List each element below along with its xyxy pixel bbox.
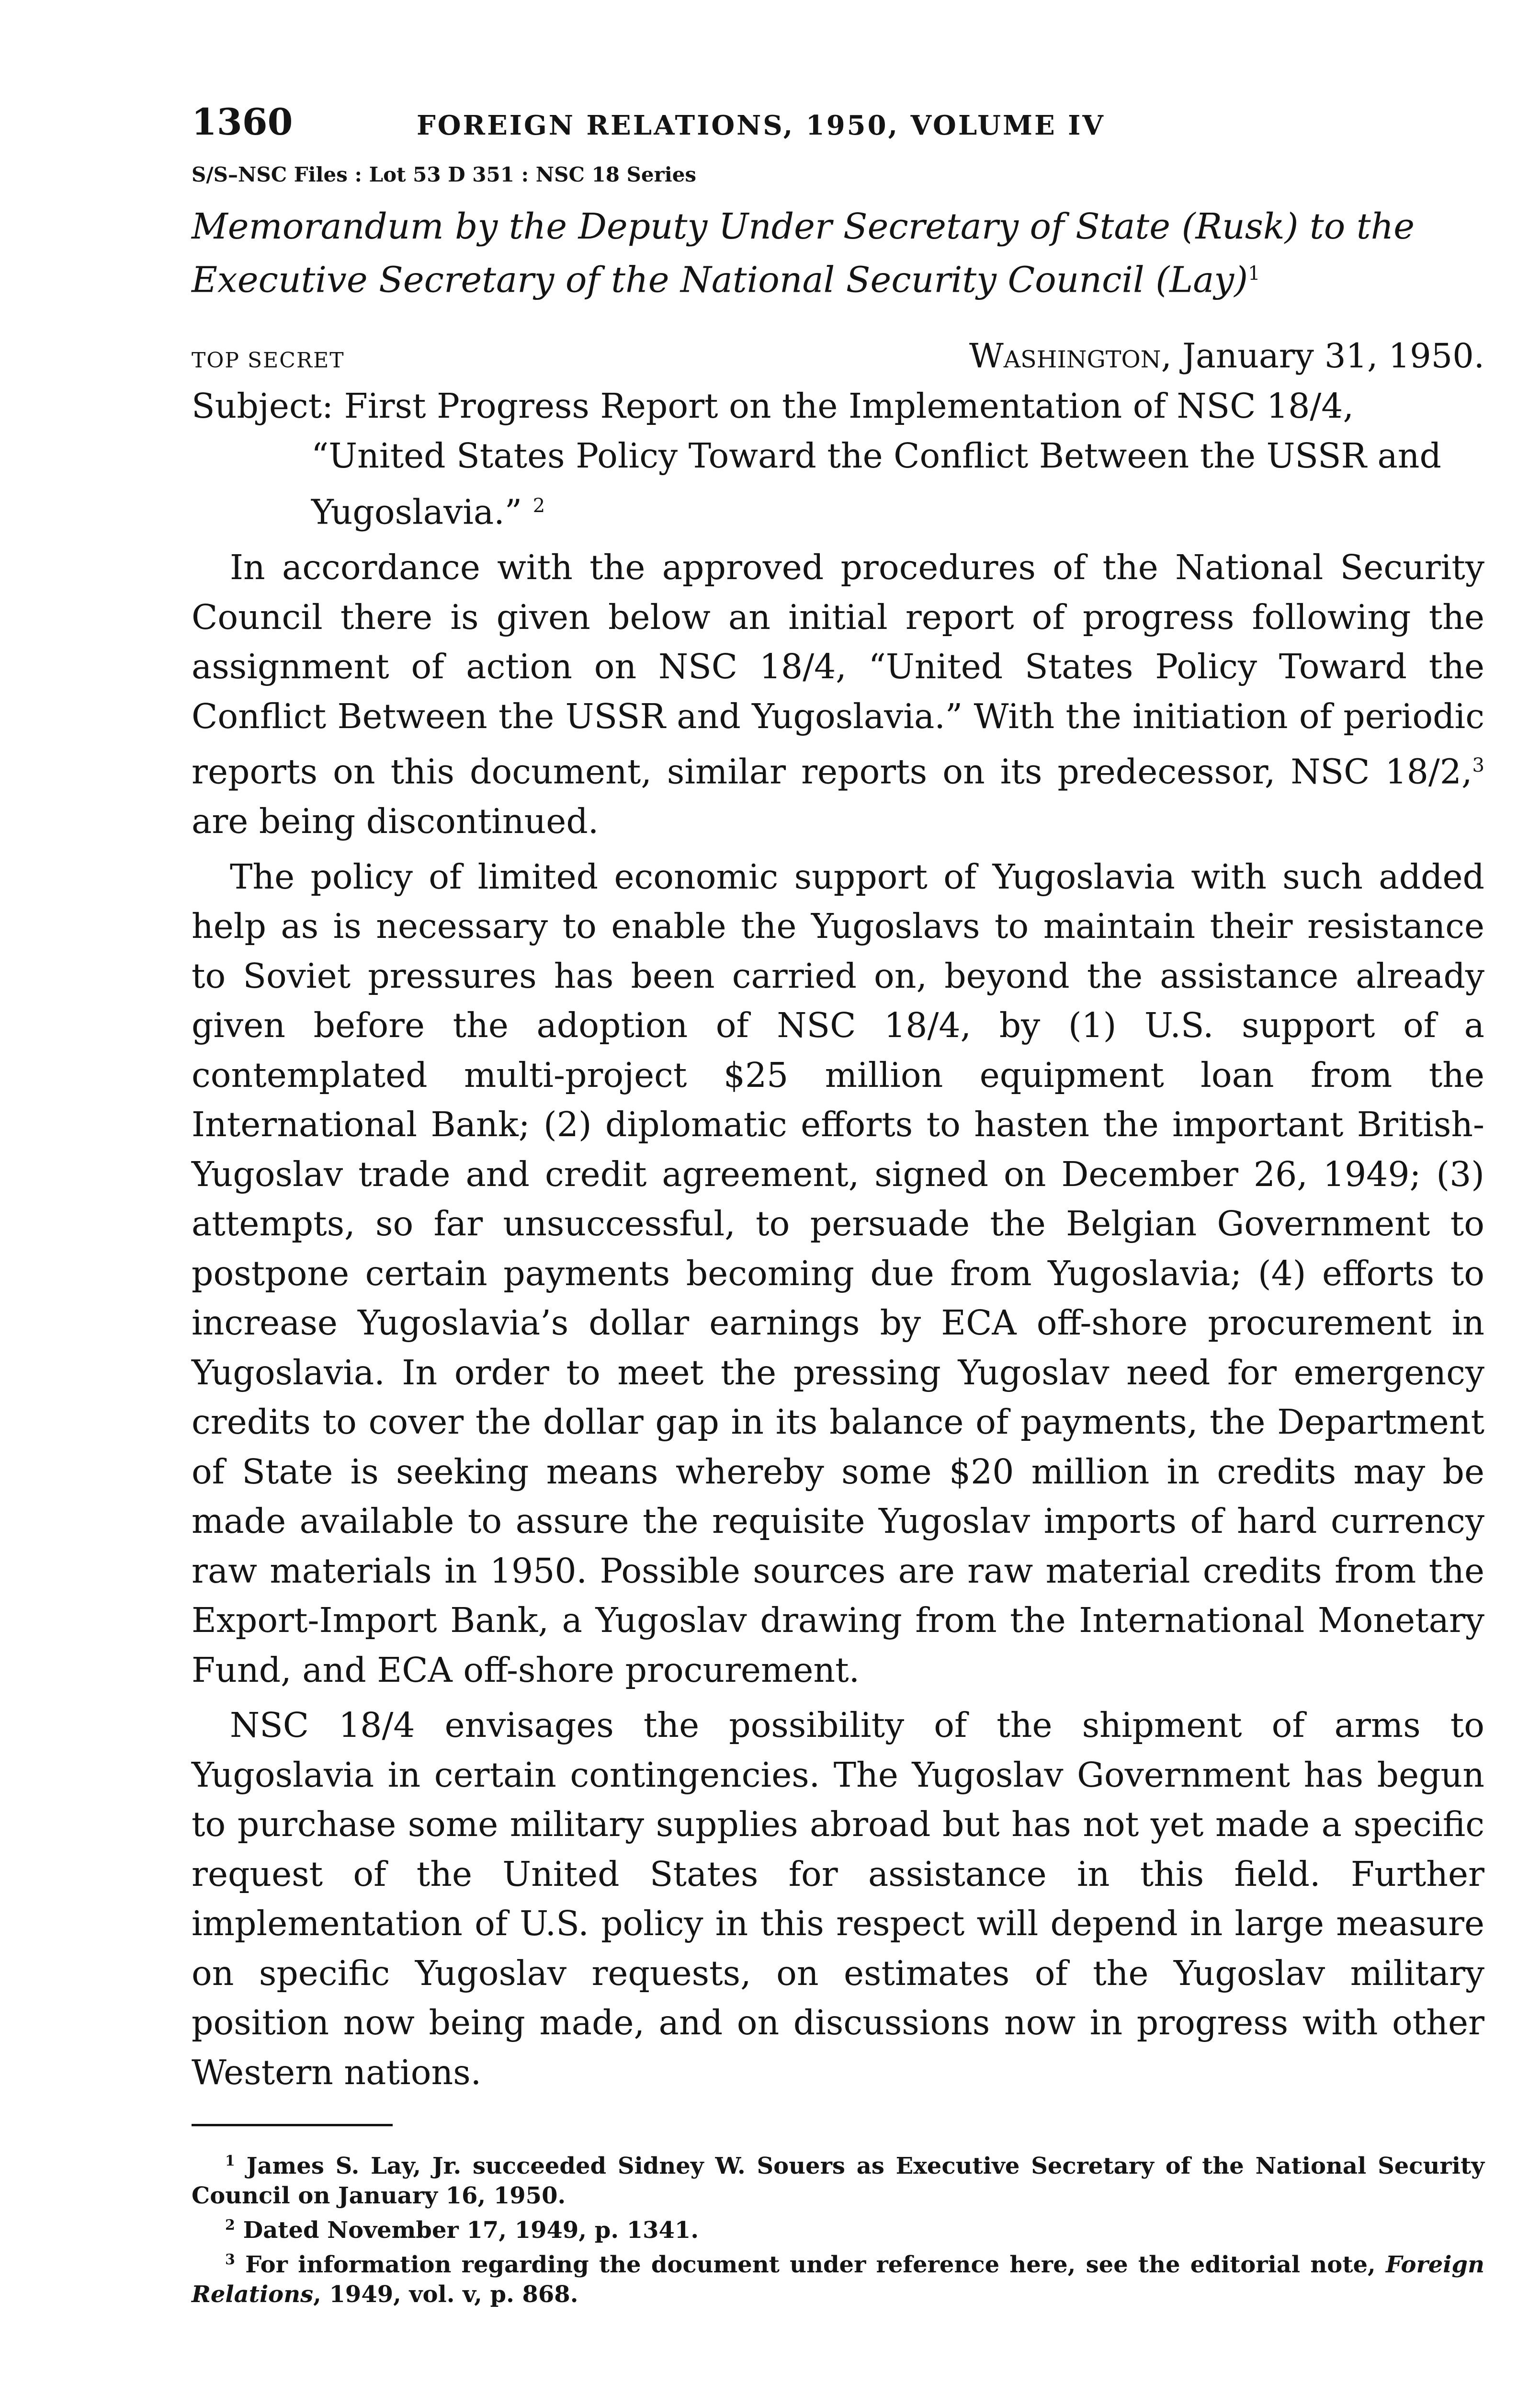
body-paragraph-2: The policy of limited economic support of Yugoslavia with such added help as is necessary to enable the Yugoslavs to maintain their resistance to Soviet pressures has been carried on, beyond the assistance already given before the adoption of NSC 18/4, by (1) U.S. support of a contemplated multi-project $25 million equipment loan from the International Bank; (2) diplomatic efforts to hasten the important British-Yugoslav trade and credit agreement, signed on December 26, 1949; (3) attempts, so far unsuccessful, to persuade the Belgian Government to postpone certain payments becoming due from Yugoslavia; (4) efforts to increase Yugoslavia’s dollar earnings by ECA off-shore procurement in Yugoslavia. In order to meet the pressing Yugoslav need for emergency credits to cover the dollar gap in its balance of payments, the Department of State is seeking means whereby some $20 million in credits may be made available to assure the requisite Yugoslav imports of hard currency raw materials in 1950. Possible sources are raw material credits from the Export-Import Bank, a Yugoslav drawing from the International Monetary Fund, and ECA off-shore procurement. bbox=[192, 856, 1484, 1690]
footnote-marker-3: 3 bbox=[1472, 754, 1484, 777]
page-number: 1360 bbox=[192, 101, 293, 143]
subject-text: First Progress Report on the Implementation of NSC 18/4, “United States Policy Toward the Conflict Between the USSR and Yugoslavia.” bbox=[311, 386, 1441, 532]
file-reference: S/S–NSC Files : Lot 53 D 351 : NSC 18 Series bbox=[192, 163, 697, 186]
document-title bbox=[192, 203, 1484, 304]
footnote-italic-title: Foreign Relations bbox=[192, 2251, 1484, 2308]
footnote-1 bbox=[192, 2146, 1484, 2211]
footnote-3 bbox=[192, 2245, 1484, 2309]
footnote-number: 1 bbox=[225, 2153, 235, 2170]
footnote-text: For information regarding the document under reference here, see the editorial note, bbox=[245, 2251, 1386, 2279]
body-paragraph-1 bbox=[192, 543, 1484, 846]
body-paragraph-3: NSC 18/4 envisages the possibility of the shipment of arms to Yugoslavia in certain contingencies. The Yugoslav Government has begun to purchase some military supplies abroad but has not yet made a specific request of the United States for assistance in this field. Further implementation of U.S. policy in this respect will depend in large measure on specific Yugoslav requests, on estimates of the Yugoslav military position now being made, and on discussions now in progress with other Western nations. bbox=[192, 1705, 1484, 2092]
footnote-number: 2 bbox=[225, 2217, 235, 2234]
subject-label: Subject: bbox=[192, 386, 334, 426]
footnote-text-end: , 1949, vol. v, p. 868. bbox=[313, 2281, 578, 2308]
date: , January 31, 1950. bbox=[1161, 336, 1484, 376]
footnote-text: Dated November 17, 1949, p. 1341. bbox=[243, 2217, 699, 2244]
footnote-divider bbox=[192, 2124, 393, 2126]
classification-label: TOP SECRET bbox=[192, 348, 345, 373]
running-title: FOREIGN RELATIONS, 1950, VOLUME IV bbox=[417, 110, 1105, 141]
footnotes bbox=[192, 2146, 1484, 2309]
footnote-text: James S. Lay, Jr. succeeded Sidney W. Souers as Executive Secretary of the National Security Council on January 16, 1950. bbox=[192, 2153, 1485, 2210]
paragraph-1-text-a: In accordance with the approved procedures of the National Security Council there is given below an initial report of progress following the assignment of action on NSC 18/4, “United States Policy Toward the Conflict Between the USSR and Yugoslavia.” With the initiation of periodic reports on this document, similar reports on its predecessor, NSC 18/2, bbox=[192, 547, 1484, 792]
paragraph-1-text-b: are being discontinued. bbox=[192, 801, 599, 842]
running-header bbox=[192, 101, 1484, 158]
footnote-number: 3 bbox=[225, 2251, 235, 2269]
place: Washington bbox=[969, 336, 1161, 376]
footnote-2 bbox=[192, 2211, 1484, 2245]
footnote-marker-1: 1 bbox=[1248, 262, 1260, 285]
place-date bbox=[969, 336, 1484, 376]
document-page bbox=[192, 101, 1484, 2309]
subject-line bbox=[192, 381, 1484, 537]
dateline bbox=[192, 336, 1484, 384]
footnote-marker-2: 2 bbox=[532, 494, 545, 517]
document-title-text: Memorandum by the Deputy Under Secretary of State (Rusk) to the Executive Secretary of the National Security Council (Lay) bbox=[192, 206, 1415, 301]
